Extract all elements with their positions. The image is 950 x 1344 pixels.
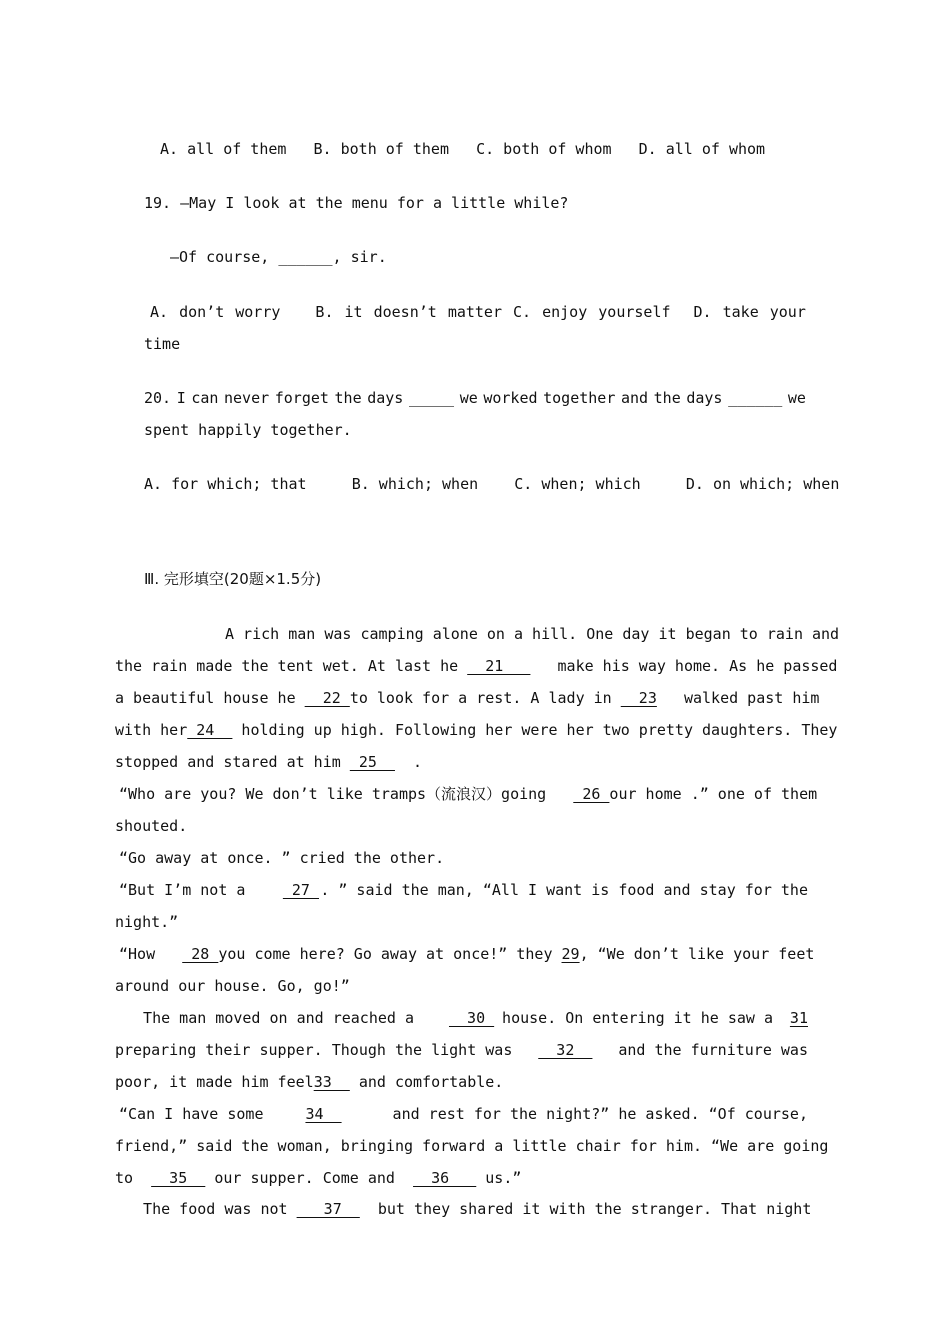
word: doesn’t (373, 303, 437, 321)
passage-line (115, 657, 838, 675)
word: D. (693, 303, 712, 321)
text: holding up high. Following her were her two pretty daughters. They (232, 721, 838, 739)
word: worked (483, 389, 538, 407)
text: to look for a rest. A lady in (349, 689, 621, 707)
q18-options: A. all of them B. both of them C. both of whom D. all of whom (160, 140, 766, 158)
blank-23: 23 (620, 689, 657, 707)
text: and the furniture was (600, 1041, 808, 1059)
text: The food was not (125, 1200, 297, 1218)
blank-26: 26 (573, 785, 610, 803)
word: A. (150, 303, 169, 321)
text: us.” (476, 1169, 522, 1187)
word: days (686, 389, 723, 407)
text: make his way home. As he passed (530, 657, 838, 675)
word: can (191, 389, 219, 407)
word: we (459, 389, 478, 407)
word: days (367, 389, 404, 407)
passage-line (125, 1009, 808, 1027)
text: our home .” one of them (609, 785, 818, 803)
passage-line (115, 1041, 808, 1059)
word: the (653, 389, 681, 407)
passage-line (115, 753, 422, 771)
word: don’t (179, 303, 225, 321)
blank-30: 30 (448, 1009, 495, 1027)
word: B. (315, 303, 334, 321)
word: never (224, 389, 270, 407)
text: preparing their supper. Though the light was (115, 1041, 531, 1059)
blank-25: 25 (349, 753, 395, 771)
blank-37: 37 (296, 1200, 360, 1218)
word: yourself (598, 303, 671, 321)
blank-29: 29 (561, 945, 580, 963)
blank-21: 21 (467, 657, 531, 675)
passage-line (115, 689, 820, 707)
word: it (344, 303, 363, 321)
word: 20. (144, 389, 172, 407)
passage-line: friend,” said the woman, bringing forward a little chair for him. “We are going (115, 1137, 829, 1155)
text: and comfortable. (349, 1073, 504, 1091)
word: ______ (728, 389, 783, 407)
passage-line: A rich man was camping alone on a hill. One day it began to rain and (225, 625, 840, 643)
passage-line (119, 945, 815, 963)
q19-options-line2: time (144, 335, 181, 353)
text: walked past him (656, 689, 820, 707)
word: worry (235, 303, 281, 321)
q19-options-line1 (150, 303, 806, 321)
text: “How (119, 945, 183, 963)
text: poor, it made him feel (115, 1073, 314, 1091)
text: but they shared it with the stranger. That night (359, 1200, 812, 1218)
word: your (769, 303, 806, 321)
passage-line (115, 1073, 503, 1091)
word: enjoy (542, 303, 588, 321)
passage-line (115, 1169, 521, 1187)
passage-line: night.” (115, 913, 179, 931)
word: we (787, 389, 806, 407)
text: you come here? Go away at once!” they (218, 945, 562, 963)
text: . ” said the man, “All I want is food and stay for the (320, 881, 808, 899)
text: “Can I have some (119, 1105, 273, 1123)
word: and (620, 389, 649, 407)
word: together (543, 389, 616, 407)
text: The man moved on and reached a (125, 1009, 442, 1027)
word: C. (513, 303, 532, 321)
text: house. On entering it he saw a (502, 1009, 783, 1027)
passage-line: “Go away at once. ” cried the other. (119, 849, 445, 867)
word: I (176, 389, 186, 407)
word: matter (447, 303, 502, 321)
text: stopped and stared at him (115, 753, 350, 771)
passage-line (119, 881, 808, 899)
q19-reply: —Of course, ______, sir. (170, 248, 387, 266)
blank-32: 32 (538, 1041, 593, 1059)
blank-31: 31 (789, 1009, 808, 1027)
q20-stem-line1 (144, 389, 806, 407)
text: to (115, 1169, 152, 1187)
section-heading: Ⅲ. 完形填空(20题×1.5分) (144, 570, 322, 588)
text: our supper. Come and (205, 1169, 414, 1187)
blank-34: 34 (305, 1105, 342, 1123)
text: “Who are you? We don’t like tramps（流浪汉）going (119, 785, 574, 803)
q19-stem: 19. —May I look at the menu for a little while? (144, 194, 569, 212)
passage-line (119, 785, 818, 803)
word: _____ (408, 389, 455, 407)
blank-24: 24 (187, 721, 233, 739)
text: and rest for the night?” he asked. “Of course, (374, 1105, 808, 1123)
blank-22: 22 (304, 689, 350, 707)
blank-27: 27 (282, 881, 319, 899)
passage-line (119, 1105, 808, 1123)
text: with her (115, 721, 188, 739)
word: take (722, 303, 759, 321)
word: forget (274, 389, 329, 407)
text: . (394, 753, 423, 771)
blank-28: 28 (182, 945, 219, 963)
passage-line (115, 721, 838, 739)
q20-options: A. for which; that B. which; when C. when; which D. on which; when (144, 475, 840, 493)
text: the rain made the tent wet. At last he (115, 657, 468, 675)
blank-33: 33 (313, 1073, 350, 1091)
q20-stem-line2: spent happily together. (144, 421, 352, 439)
passage-line: around our house. Go, go!” (115, 977, 350, 995)
passage-line (125, 1200, 812, 1218)
text: a beautiful house he (115, 689, 305, 707)
word: the (334, 389, 362, 407)
passage-line: shouted. (115, 817, 188, 835)
blank-36: 36 (413, 1169, 477, 1187)
text: “But I’m not a (119, 881, 282, 899)
text: , “We don’t like your feet (579, 945, 815, 963)
blank-35: 35 (151, 1169, 206, 1187)
